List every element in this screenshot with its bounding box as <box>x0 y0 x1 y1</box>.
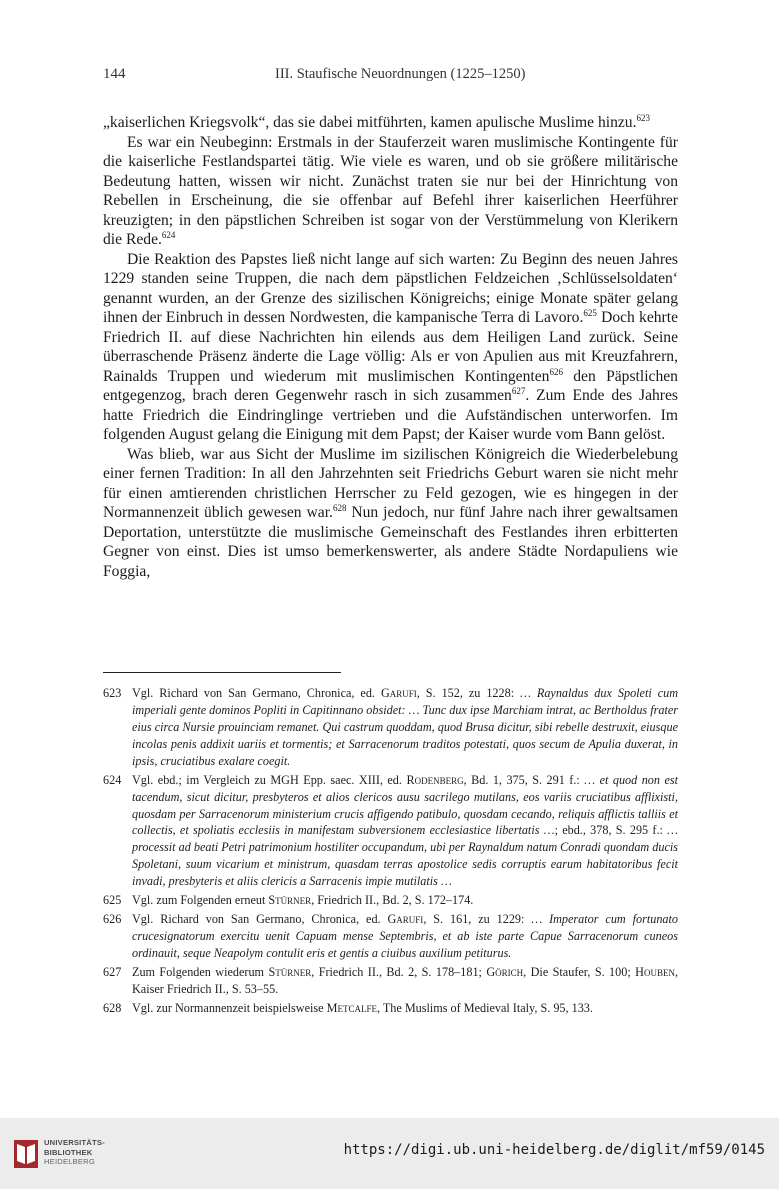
footnote-ref-625[interactable]: 625 <box>583 308 597 318</box>
library-footer-bar <box>0 1118 779 1189</box>
footnote-ref-623[interactable]: 623 <box>636 113 650 123</box>
footnote-ref-628[interactable]: 628 <box>332 503 347 513</box>
footnote-628: 628 Vgl. zur Normannenzeit beispielsweise Metcalfe, The Muslims of Medieval Italy, S. 95, 133. <box>103 1001 593 1016</box>
page-header <box>103 66 678 86</box>
paragraph-2: Es war ein Neubeginn: Erstmals in der Stauferzeit waren muslimische Kontingente für die kaiserliche Festlandspartei tätig. Wie viele es waren, und ob sie größere militärische Bedeutung hatten, wissen wir nicht. Zunächst traten sie nur bei der Hinrichtung von Rebellen in Erscheinung, die sie offenbar auf Befehl ihrer kaiserlichen Heerführer kreuzigten; in den päpstlichen Schreiben ist sogar von der Verstümmelung von Klerikern die Rede.$^{624}$ <box>103 133 678 248</box>
main-text <box>103 113 678 581</box>
permalink-url[interactable]: https://digi.ub.uni-heidelberg.de/diglit/mf59/0145 <box>343 1142 765 1158</box>
latin-quote: … Imperator cum fortunato crucesignatorum exercitu uenit Capuam mense Septembris, et ab iste parte Capue Sarracenorum cuneos ordinauit, seque Neapolym contulit eris et gentis a ciuibus auxilium petiturus. <box>132 912 678 961</box>
footnote-626: 626 Vgl. Richard von San Germano, Chronica, ed. Garufi, S. 161, zu 1229: … Imperator cum fortunato crucesignatorum exercitu uenit Capuam mense Septembris, et ab iste parte Capue Sarracenorum cuneos ordinauit, seque Neapolym contulit eris et gentis a ciuibus auxilium petiturus. <box>103 912 678 961</box>
author-name: Stürner <box>268 965 312 980</box>
footnote-number: 625 <box>103 893 122 908</box>
footnote-624: 624 Vgl. ebd.; im Vergleich zu MGH Epp. saec. XIII, ed. Rodenberg, Bd. 1, 375, S. 291 f.: … et quod non est tacendum, sicut dicitur, presbyteros et alios clericos ausu sacrilego mutilans, eos variis cruciatibus afflixisti, quosdam per Sarracenorum ministerium crucis affigendo patibulo, quosdam cecando, reliquis afflictis talliis et collectis, et spoliatis ecclesiis in manifestam subversionem ecclesiastice libertatis …; ebd., 378, S. 295 f.: … processit ad beati Petri patrimonium hostiliter occupandum, ubi per Raynaldum natum Conradi quondam ducis Spoletani, suum vicarium et ministrum, quasdam terras apostolice sedis corruptis earum habitatoribus fecit invadi, presbyteris et aliis clericis a Sarracenis impie mutilatis … <box>103 772 679 889</box>
page-number: 144 <box>103 66 126 82</box>
footnote-number: 624 <box>103 772 122 787</box>
footnote-number: 628 <box>103 1001 122 1016</box>
footnote-number: 627 <box>103 965 122 980</box>
footnote-625: 625 Vgl. zum Folgenden erneut Stürner, Friedrich II., Bd. 2, S. 172–174. <box>103 893 474 908</box>
author-name: Garufi <box>387 912 424 927</box>
latin-quote: … et quod non est tacendum, sicut dicitur, presbyteros et alios clericos ausu sacrilego mutilans, eos variis cruciatibus afflixisti, quosdam per Sarracenorum ministerium crucis affigendo patibulo, quosdam cecando, reliquis afflictis talliis et collectis, et spoliatis ecclesiis in manifestam subversionem ecclesiastice libertatis … <box>132 772 679 838</box>
paragraph-1: „kaiserlichen Kriegsvolk“, das sie dabei mitführten, kamen apulische Muslime hinzu.$^{623}$ <box>103 113 650 131</box>
footnote-separator <box>103 672 341 673</box>
author-name: Metcalfe <box>326 1001 377 1016</box>
paragraph-3: Die Reaktion des Papstes ließ nicht lange auf sich warten: Zu Beginn des neuen Jahres 1229 standen seine Truppen, die nach dem päpstlichen Feldzeichen ‚Schlüsselsoldaten‘ genannt wurden, an der Grenze des sizilischen Königreichs; einige Monate später gelang ihnen der Einbruch in dessen Nordwesten, die kampanische Terra di Lavoro.$^{625}$ Doch kehrte Friedrich II. auf diese Nachrichten hin eilends aus dem Heiligen Land zurück. Seine überraschende Präsenz änderte die Lage völlig: Als er von Apulien aus mit Kreuzfahrern, Rainalds Truppen und wiederum mit muslimischen Kontingenten$^{626}$ den Päpstlichen entgegenzog, brach deren Gegenwehr rasch in sich zusammen$^{627}$. Zum Ende des Jahres hatte Friedrich die Eindringlinge vertrieben und die Aufständischen unterworfen. Im folgenden August gelang die Einigung mit dem Papst; der Kaiser wurde vom Bann gelöst. <box>103 250 678 443</box>
paragraph-4: Was blieb, war aus Sicht der Muslime im sizilischen Königreich die Wiederbelebung einer fernen Tradition: In all den Jahrzehnten seit Friedrichs Geburt waren sie nicht mehr für einen amtierenden christlichen Herrscher zu Feld gezogen, wie es hingegen in der Normannenzeit üblich gewesen war.$^{628}$ Nun jedoch, nur fünf Jahre nach ihrer gewaltsamen Deportation, unterstützte die muslimische Gemeinschaft des Festlandes ihren erbitterten Gegner von einst. Dies ist umso bemerkenswerter, als andere Städte Nordapuliens wie Foggia, <box>103 445 678 580</box>
footnote-ref-624[interactable]: 624 <box>161 230 176 240</box>
latin-quote: … Raynaldus dux Spoleti cum imperiali gente dominos Popliti in Capitinnano obsidet: … Tunc dux ipse Marchiam intrat, ac Bertholdus frater eius circa Nursie prouinciam remanet. Qui castrum quoddam, quod Brusa dicitur, sibi rebelle destruxit, eiusque incolas penis addixit uariis et tormentis; et Sarracenorum traditos potestati, quos secum de Apulia duxerat, in ipsis, cruciatibus exalare coegit. <box>132 686 678 768</box>
latin-quote: … processit ad beati Petri patrimonium hostiliter occupandum, ubi per Raynaldum natum Conradi quondam ducis Spoletani, suum vicarium et ministrum, quasdam terras apostolice sedis corruptis earum habitatoribus fecit invadi, presbyteris et aliis clericis a Sarracenis impie mutilatis … <box>132 823 678 889</box>
footnote-623: 623 Vgl. Richard von San Germano, Chronica, ed. Garufi, S. 152, zu 1228: … Raynaldus dux Spoleti cum imperiali gente dominos Popliti in Capitinnano obsidet: … Tunc dux ipse Marchiam intrat, ac Bertholdus frater eius circa Nursie prouinciam remanet. Qui castrum quoddam, quod Brusa dicitur, sibi rebelle destruxit, eiusque incolas penis addixit uariis et tormentis; et Sarracenorum traditos potestati, quos secum de Apulia duxerat, in ipsis, cruciatibus exalare coegit. <box>103 686 678 768</box>
author-name: Rodenberg <box>406 772 464 787</box>
university-library-logo-icon[interactable] <box>14 1140 38 1168</box>
library-name: UNIVERSITÄTS- BIBLIOTHEK HEIDELBERG <box>44 1138 105 1167</box>
author-name: Garufi <box>380 686 417 700</box>
footnote-number: 623 <box>103 686 122 700</box>
footnote-ref-626[interactable]: 626 <box>549 366 563 377</box>
footnote-627: 627 Zum Folgenden wiederum Stürner, Friedrich II., Bd. 2, S. 178–181; Görich, Die Staufer, S. 100; Houben, Kaiser Friedrich II., S. 53–55. <box>103 965 678 997</box>
footnote-ref-627[interactable]: 627 <box>511 386 526 396</box>
footnotes <box>103 685 678 1019</box>
author-name: Houben <box>635 965 675 980</box>
author-name: Görich <box>486 965 524 980</box>
author-name: Stürner <box>268 893 312 908</box>
footnote-number: 626 <box>103 912 122 927</box>
running-title: III. Staufische Neuordnungen (1225–1250) <box>275 66 526 82</box>
